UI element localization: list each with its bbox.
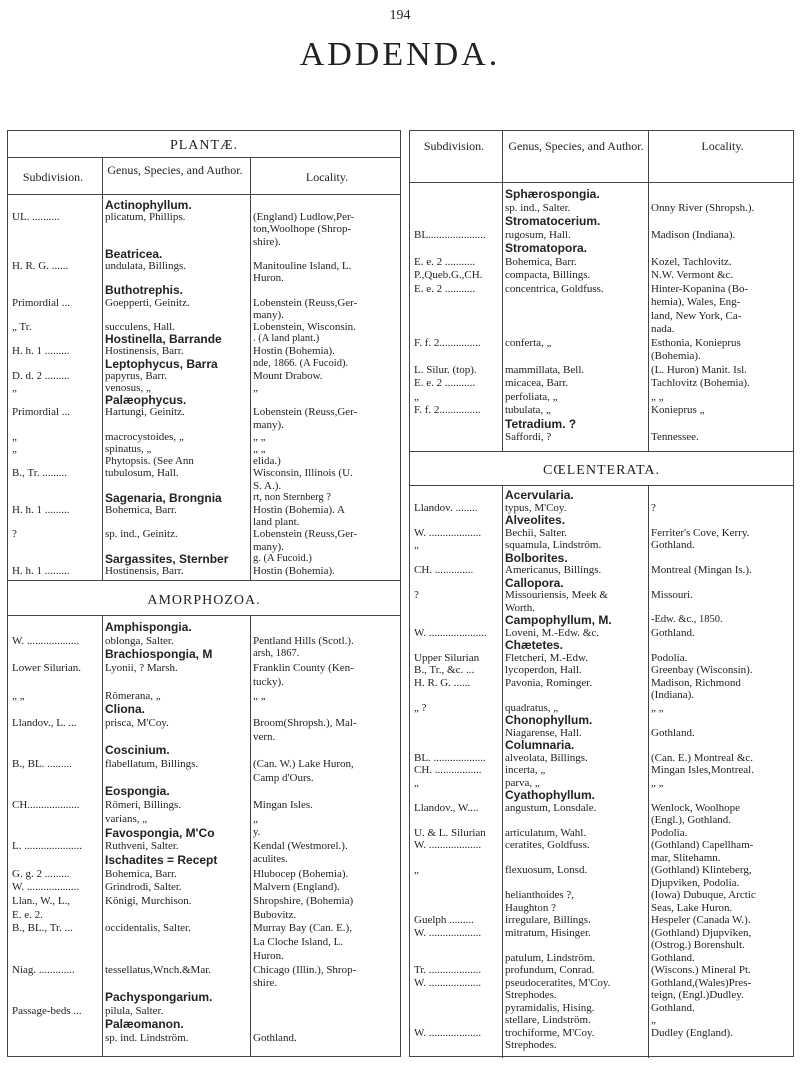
- species-cell: venosus, „: [105, 382, 151, 394]
- locality-cell: Hostin (Bohemia).: [253, 565, 335, 577]
- genus-name: Hostinella, Barrande: [105, 332, 222, 347]
- divider: [8, 615, 400, 616]
- species-cell: micacea, Barr.: [505, 377, 569, 389]
- locality-cell: Camp d'Ours.: [253, 771, 314, 784]
- column-divider: [502, 485, 503, 1058]
- locality-cell: (Can. E.) Montreal &c.: [651, 751, 754, 764]
- subdivision-cell: Guelph .........: [414, 914, 474, 926]
- subdivision-cell: H. h. 1 .........: [12, 565, 70, 577]
- species-cell: Phytopsis. (See Ann: [105, 455, 194, 468]
- genus-name: Callopora.: [505, 575, 564, 590]
- subdivision-cell: G. g. 2 .........: [12, 867, 70, 880]
- species-cell: sp. ind., Salter.: [505, 201, 571, 214]
- species-cell: incerta, „: [505, 764, 546, 776]
- species-cell: Niagarense, Hall.: [505, 726, 582, 739]
- divider: [8, 157, 400, 158]
- locality-cell: ?: [651, 501, 656, 514]
- locality-cell: (Gothland) Capellham-: [651, 839, 754, 851]
- subdivision-cell: W. ...................: [414, 526, 482, 539]
- locality-cell: land, New York, Ca-: [651, 309, 742, 322]
- genus-header: Genus, Species, and Author.: [107, 163, 243, 177]
- locality-cell: (England) Ludlow,Per-: [253, 211, 355, 224]
- subdivision-cell: B., Tr., &c. ...: [414, 664, 475, 676]
- locality-cell: g. (A Fucoid.): [253, 552, 312, 564]
- locality-cell: (Wiscons.) Mineral Pt.: [651, 964, 751, 976]
- species-cell: spinatus, „: [105, 443, 152, 455]
- subdivision-cell: Upper Silurian: [414, 651, 480, 664]
- subdivision-cell: Llandov., L. ...: [12, 716, 77, 729]
- locality-cell: Lobenstein (Reuss,Ger-: [253, 296, 358, 309]
- species-cell: sp. ind., Geinitz.: [105, 528, 178, 541]
- subdivision-cell: H. R. G. ......: [414, 676, 471, 689]
- locality-cell: Onny River (Shropsh.).: [651, 201, 755, 214]
- subdivision-cell: B., BL. .........: [12, 758, 72, 770]
- species-cell: concentrica, Goldfuss.: [505, 282, 604, 295]
- locality-cell: Tachlovitz (Bohemia).: [651, 377, 750, 389]
- subdivision-cell: „: [12, 443, 17, 455]
- species-cell: flexuosum, Lonsd.: [505, 864, 588, 876]
- locality-cell: arsh, 1867.: [253, 648, 300, 660]
- locality-cell: „ „: [651, 701, 664, 714]
- subdivision-cell: H. h. 1 .........: [12, 504, 70, 516]
- locality-cell: Gothland.: [651, 951, 695, 964]
- species-cell: mitratum, Hisinger.: [505, 926, 591, 939]
- locality-cell: Montreal (Mingan Is.).: [651, 564, 752, 576]
- locality-cell: Kendal (Westmorel.).: [253, 840, 348, 853]
- locality-cell: (L. Huron) Manit. Isl.: [651, 363, 747, 376]
- locality-cell: Mingan Isles,Montreal.: [651, 764, 754, 776]
- subdivision-cell: E. e. 2 ...........: [414, 282, 476, 295]
- species-cell: Fletcheri, M.-Edw.: [505, 651, 588, 664]
- coelenterata-caption: CŒLENTERATA.: [542, 463, 661, 478]
- subdivision-cell: W. .....................: [414, 626, 487, 639]
- locality-cell: Shropshire, (Bohemia): [253, 895, 354, 907]
- locality-cell: Bubovitz.: [253, 908, 297, 921]
- locality-cell: Lobenstein (Reuss,Ger-: [253, 406, 358, 419]
- species-cell: Goepperti, Geinitz.: [105, 296, 190, 309]
- subdivision-cell: F. f. 2...............: [414, 336, 481, 349]
- species-cell: compacta, Billings.: [505, 269, 591, 281]
- locality-cell: Gothland.: [651, 1001, 695, 1014]
- column-divider: [648, 485, 649, 1058]
- species-cell: Bohemica, Barr.: [105, 504, 177, 516]
- locality-cell: Lobenstein (Reuss,Ger-: [253, 528, 358, 541]
- divider: [8, 580, 400, 581]
- species-cell: angustum, Lonsdale.: [505, 801, 597, 814]
- species-cell: Grindrodi, Salter.: [105, 881, 182, 894]
- locality-cell: (Ostrog.) Borenshult.: [651, 939, 745, 951]
- locality-cell: elida.): [253, 455, 281, 468]
- genus-name: Sagenaria, Brongnia: [105, 490, 222, 505]
- species-cell: pilula, Salter.: [105, 1004, 164, 1017]
- species-cell: articulatum, Wahl.: [505, 826, 587, 839]
- locality-cell: Konieprus „: [651, 404, 705, 416]
- subdivision-cell: Lower Silurian.: [12, 662, 82, 675]
- subdivision-cell: Primordial ...: [12, 406, 71, 419]
- species-cell: Königi, Murchison.: [105, 895, 192, 907]
- species-cell: Missouriensis, Meek &: [505, 589, 608, 601]
- species-cell: Ruthveni, Salter.: [105, 840, 179, 853]
- subdivision-cell: Tr. ...................: [414, 964, 482, 976]
- species-cell: Römeri, Billings.: [105, 799, 182, 812]
- subdivision-cell: E. e. 2.: [12, 908, 43, 921]
- locality-cell: teign, (Engl.)Dudley.: [651, 989, 744, 1001]
- genus-name: Pachyspongarium.: [105, 989, 213, 1004]
- locality-cell: tucky).: [253, 675, 284, 688]
- column-divider: [502, 131, 503, 451]
- subdivision-header: Subdivision.: [423, 139, 485, 153]
- locality-cell: S. A.).: [253, 479, 282, 492]
- genus-name: Stromatopora.: [505, 241, 588, 255]
- locality-cell: „: [253, 812, 258, 825]
- locality-cell: „ „: [253, 689, 266, 702]
- subdivision-cell: D. d. 2 .........: [12, 369, 70, 382]
- locality-cell: „ „: [651, 390, 664, 403]
- locality-cell: many).: [253, 308, 284, 321]
- subdivision-cell: „: [12, 430, 17, 443]
- subdivision-cell: E. e. 2 ...........: [414, 255, 476, 268]
- genus-header: Genus, Species, and Author.: [508, 139, 644, 153]
- genus-name: Chonophyllum.: [505, 713, 593, 727]
- locality-cell: Missouri.: [651, 589, 693, 601]
- column-divider: [250, 615, 251, 1057]
- subdivision-cell: ?: [12, 528, 17, 541]
- locality-cell: Hespeler (Canada W.).: [651, 914, 751, 926]
- subdivision-cell: B., BL., Tr. ...: [12, 922, 73, 935]
- locality-cell: La Cloche Island, L.: [253, 936, 344, 949]
- subdivision-cell: CH. ..............: [414, 564, 474, 576]
- locality-cell: Chicago (Illin.), Shrop-: [253, 963, 357, 976]
- genus-name: Palæophycus.: [105, 393, 187, 408]
- subdivision-cell: B., Tr. .........: [12, 467, 68, 480]
- species-cell: tessellatus,Wnch.&Mar.: [105, 963, 212, 976]
- locality-cell: „ „: [651, 776, 664, 789]
- subdivision-cell: W. ...................: [414, 926, 482, 939]
- species-cell: quadratus, „: [505, 701, 559, 714]
- species-cell: Römerana, „: [105, 689, 161, 702]
- subdivision-cell: BL.....................: [414, 228, 486, 241]
- locality-cell: Mount Drabow.: [253, 369, 323, 382]
- subdivision-cell: Llandov. ........: [414, 501, 478, 514]
- locality-cell: Hinter-Kopanina (Bo-: [651, 282, 749, 295]
- genus-name: Eospongia.: [105, 784, 170, 799]
- locality-cell: land plant.: [253, 516, 300, 529]
- species-cell: prisca, M'Coy.: [105, 716, 169, 729]
- species-cell: occidentalis, Salter.: [105, 922, 191, 935]
- locality-cell: nde, 1866. (A Fucoid).: [253, 357, 349, 369]
- genus-name: Ischadites = Recept: [105, 852, 218, 867]
- locality-cell: nada.: [651, 323, 675, 335]
- subdivision-cell: „ Tr.: [12, 321, 32, 333]
- subdivision-cell: L. .....................: [12, 840, 82, 853]
- species-cell: Bohemica, Barr.: [505, 255, 577, 268]
- locality-cell: Huron.: [253, 949, 284, 962]
- locality-cell: rt, non Sternberg ?: [253, 491, 331, 503]
- subdivision-cell: W. ...................: [414, 976, 482, 989]
- locality-header: Locality.: [701, 139, 744, 153]
- species-cell: Pavonia, Rominger.: [505, 676, 593, 689]
- divider: [410, 182, 793, 183]
- subdivision-cell: E. e. 2 ...........: [414, 377, 476, 389]
- species-cell: alveolata, Billings.: [505, 751, 588, 764]
- locality-cell: hemia), Wales, Eng-: [651, 296, 741, 308]
- locality-cell: (Gothland) Klinteberg,: [651, 864, 752, 876]
- subdivision-cell: UL. ..........: [12, 211, 60, 224]
- plantae-caption: PLANTÆ.: [169, 138, 239, 153]
- genus-name: Favospongia, M'Co: [105, 825, 215, 840]
- species-cell: Lyonii, ? Marsh.: [105, 662, 178, 675]
- locality-cell: Gothland.: [651, 726, 695, 739]
- species-cell: trochiforme, M'Coy.: [505, 1026, 595, 1039]
- species-cell: Bechii, Salter.: [505, 526, 568, 539]
- species-cell: helianthoides ?,: [505, 889, 575, 901]
- locality-cell: (Gothland) Djupviken,: [651, 926, 752, 939]
- species-cell: Saffordi, ?: [505, 431, 552, 443]
- species-cell: Hartungi, Geinitz.: [105, 406, 185, 419]
- locality-cell: Wisconsin, Illinois (U.: [253, 467, 353, 480]
- subdivision-cell: W. ...................: [12, 634, 80, 647]
- species-cell: squamula, Lindström.: [505, 539, 602, 551]
- species-cell: pseudoceratites, M'Coy.: [505, 976, 611, 989]
- subdivision-cell: U. & L. Silurian: [414, 826, 486, 839]
- subdivision-cell: Passage-beds ...: [12, 1004, 82, 1017]
- divider: [410, 485, 793, 486]
- species-cell: macrocystoides, „: [105, 430, 184, 443]
- species-cell: undulata, Billings.: [105, 260, 186, 272]
- locality-cell: vern.: [253, 730, 276, 743]
- species-cell: Hostinensis, Barr.: [105, 565, 184, 577]
- locality-cell: Pentland Hills (Scotl.).: [253, 634, 354, 647]
- locality-cell: Ferriter's Cove, Kerry.: [651, 526, 750, 539]
- locality-cell: many).: [253, 418, 284, 431]
- genus-name: Palæomanon.: [105, 1017, 184, 1032]
- species-cell: Hostinensis, Barr.: [105, 345, 184, 358]
- locality-cell: Tennessee.: [651, 431, 699, 443]
- column-divider: [250, 157, 251, 580]
- genus-name: Acervularia.: [505, 488, 574, 502]
- locality-cell: „ „: [253, 430, 266, 443]
- subdivision-cell: „: [414, 539, 419, 551]
- locality-cell: Madison, Richmond: [651, 676, 741, 689]
- locality-cell: Huron.: [253, 272, 284, 285]
- species-cell: Bohemica, Barr.: [105, 867, 177, 880]
- subdivision-cell: CH. .................: [414, 764, 482, 776]
- locality-cell: Malvern (England).: [253, 881, 340, 894]
- species-cell: plicatum, Phillips.: [105, 211, 186, 224]
- genus-name: Coscinium.: [105, 743, 170, 758]
- locality-cell: shire).: [253, 235, 281, 248]
- species-cell: varians, „: [105, 812, 148, 825]
- subdivision-cell: Llan., W., L.,: [12, 895, 71, 907]
- species-cell: Loveni, M.-Edw. &c.: [505, 626, 599, 639]
- species-cell: tubulosum, Hall.: [105, 467, 179, 480]
- subdivision-cell: L. Silur. (top).: [414, 363, 477, 376]
- subdivision-cell: W. ...................: [414, 1026, 482, 1039]
- locality-cell: (Bohemia).: [651, 350, 701, 362]
- genus-name: Buthotrephis.: [105, 283, 183, 298]
- species-cell: succulens, Hall.: [105, 321, 175, 333]
- subdivision-cell: F. f. 2...............: [414, 404, 481, 416]
- species-cell: parva, „: [505, 776, 540, 789]
- subdivision-cell: H. h. 1 .........: [12, 345, 70, 358]
- locality-cell: „ „: [253, 443, 266, 455]
- subdivision-cell: W. ...................: [414, 839, 482, 851]
- column-divider: [102, 615, 103, 1057]
- genus-name: Stromatocerium.: [505, 214, 601, 228]
- divider: [410, 451, 793, 452]
- locality-cell: shire.: [253, 977, 278, 990]
- genus-name: Cliona.: [105, 702, 146, 717]
- amorphozoa-caption: AMORPHOZOA.: [147, 593, 261, 608]
- subdivision-cell: „ ?: [414, 701, 427, 714]
- locality-cell: Manitouline Island, L.: [253, 260, 352, 272]
- species-cell: tubulata, „: [505, 404, 551, 416]
- locality-cell: (Can. W.) Lake Huron,: [253, 758, 354, 770]
- species-cell: Haughton ?: [505, 901, 557, 914]
- locality-cell: „: [253, 382, 258, 394]
- species-cell: mammillata, Bell.: [505, 363, 585, 376]
- species-cell: Strephodes.: [505, 1039, 557, 1051]
- species-cell: patulum, Lindström.: [505, 951, 596, 964]
- locality-cell: Podolia.: [651, 651, 688, 664]
- genus-name: Columnaria.: [505, 738, 575, 752]
- locality-cell: aculites.: [253, 853, 288, 865]
- species-cell: ceratites, Goldfuss.: [505, 839, 590, 851]
- column-divider: [102, 157, 103, 580]
- genus-name: Sphærospongia.: [505, 187, 600, 201]
- locality-cell: (Engl.), Gothland.: [651, 814, 732, 826]
- species-cell: papyrus, Barr.: [105, 369, 168, 382]
- subdivision-cell: W. ...................: [12, 881, 80, 894]
- species-cell: Americanus, Billings.: [505, 564, 602, 576]
- locality-cell: y.: [253, 826, 261, 838]
- subdivision-cell: CH...................: [12, 799, 80, 812]
- locality-cell: Mingan Isles.: [253, 799, 313, 812]
- locality-header: Locality.: [305, 170, 349, 184]
- locality-cell: Gothland.: [651, 539, 695, 551]
- subdivision-cell: „: [414, 864, 419, 876]
- locality-cell: Gothland,(Wales)Pres-: [651, 976, 752, 989]
- genus-name: Cyathophyllum.: [505, 788, 596, 802]
- locality-cell: ton,Woolhope (Shrop-: [253, 223, 352, 236]
- locality-cell: Madison (Indiana).: [651, 228, 736, 241]
- subdivision-cell: Primordial ...: [12, 296, 71, 309]
- page-number: 194: [389, 8, 411, 23]
- genus-name: Actinophyllum.: [105, 198, 192, 212]
- locality-cell: Wenlock, Woolhope: [651, 801, 741, 814]
- locality-cell: Djupviken, Podolia.: [651, 876, 740, 889]
- locality-cell: -Edw. &c., 1850.: [651, 614, 723, 625]
- species-cell: oblonga, Salter.: [105, 634, 174, 647]
- species-cell: Worth.: [505, 601, 535, 614]
- genus-name: Campophyllum, M.: [505, 613, 612, 627]
- species-cell: stellare, Lindström.: [505, 1014, 591, 1026]
- locality-cell: Greenbay (Wisconsin).: [651, 664, 753, 676]
- locality-cell: Broom(Shropsh.), Mal-: [253, 716, 357, 729]
- subdivision-header: Subdivision.: [22, 170, 84, 184]
- locality-cell: Podolia.: [651, 826, 688, 839]
- right-table: [409, 130, 794, 1057]
- locality-cell: Esthonia, Konieprus: [651, 336, 741, 349]
- genus-name: Brachiospongia, M: [105, 647, 213, 662]
- locality-cell: „: [651, 1014, 656, 1026]
- locality-cell: . (A land plant.): [253, 333, 320, 345]
- locality-cell: N.W. Vermont &c.: [651, 269, 734, 281]
- genus-name: Chætetes.: [505, 638, 564, 652]
- subdivision-cell: „ „: [12, 689, 25, 702]
- locality-cell: Hostin (Bohemia). A: [253, 504, 345, 516]
- species-cell: irregulare, Billings.: [505, 914, 591, 926]
- locality-cell: Seas, Lake Huron.: [651, 901, 733, 914]
- subdivision-cell: „: [414, 390, 419, 403]
- species-cell: conferta, „: [505, 336, 552, 349]
- species-cell: Strephodes.: [505, 989, 557, 1001]
- subdivision-cell: BL. ...................: [414, 751, 486, 764]
- species-cell: perfoliata, „: [505, 390, 558, 403]
- subdivision-cell: H. R. G. ......: [12, 260, 69, 272]
- species-cell: typus, M'Coy.: [505, 501, 567, 514]
- genus-name: Leptophycus, Barra: [105, 356, 218, 371]
- genus-name: Bolborites.: [505, 550, 568, 565]
- locality-cell: many).: [253, 540, 284, 553]
- subdivision-cell: P.,Queb.G.,CH.: [414, 269, 483, 281]
- species-cell: lycoperdon, Hall.: [505, 664, 582, 676]
- locality-cell: (Indiana).: [651, 689, 695, 701]
- subdivision-cell: „: [414, 776, 419, 789]
- genus-name: Alveolites.: [505, 513, 566, 527]
- species-cell: profundum, Conrad.: [505, 964, 595, 976]
- subdivision-cell: ?: [414, 589, 419, 601]
- locality-cell: mar, Slitehamn.: [651, 851, 721, 864]
- locality-cell: Hostin (Bohemia).: [253, 345, 335, 358]
- divider: [8, 194, 400, 195]
- genus-name: Amphispongia.: [105, 620, 192, 634]
- genus-name: Tetradium. ?: [505, 416, 577, 431]
- species-cell: flabellatum, Billings.: [105, 758, 199, 770]
- locality-cell: Gothland.: [651, 626, 695, 639]
- locality-cell: Murray Bay (Can. E.),: [253, 922, 352, 935]
- locality-cell: (Iowa) Dubuque, Arctic: [651, 889, 756, 901]
- plantae-amorphozoa-table: [7, 130, 401, 1057]
- locality-cell: Kozel, Tachlovitz.: [651, 255, 732, 268]
- locality-cell: Dudley (England).: [651, 1026, 733, 1039]
- species-cell: sp. ind. Lindström.: [105, 1032, 189, 1044]
- column-divider: [648, 131, 649, 451]
- species-cell: rugosum, Hall.: [505, 228, 571, 241]
- subdivision-cell: „: [12, 382, 17, 394]
- genus-name: Sargassites, Sternber: [105, 551, 229, 566]
- locality-cell: Franklin County (Ken-: [253, 662, 354, 675]
- locality-cell: Gothland.: [253, 1032, 297, 1044]
- genus-name: Beatricea.: [105, 246, 163, 261]
- species-cell: pyramidalis, Hising.: [505, 1001, 595, 1014]
- locality-cell: Lobenstein, Wisconsin.: [253, 321, 356, 333]
- subdivision-cell: Niag. .............: [12, 963, 75, 976]
- page-title: ADDENDA.: [299, 36, 501, 73]
- locality-cell: Hlubocep (Bohemia).: [253, 867, 349, 880]
- subdivision-cell: Llandov., W....: [414, 801, 479, 814]
